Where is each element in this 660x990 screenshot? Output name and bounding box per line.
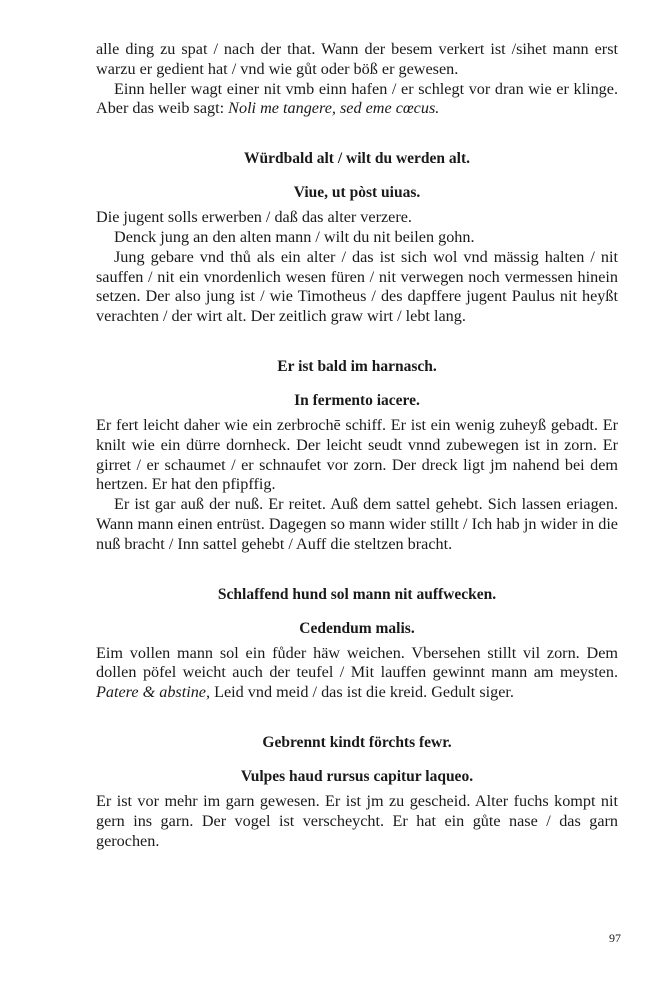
latin-subtitle: Vulpes haud rursus capitur laqueo. xyxy=(240,767,474,785)
paragraph: Denck jung an den alten mann / wilt du nit beilen gohn. xyxy=(114,227,475,246)
section-title: Er ist bald im harnasch. xyxy=(277,357,437,375)
paragraph xyxy=(96,644,618,703)
paragraph-text: Eim vollen mann sol ein fůder häw weichen. Vbersehen stillt vil zorn. Dem dollen pöfel weicht auch der teufel / Mit lauffen gewinnt mann am meysten. xyxy=(96,643,618,682)
text-column xyxy=(96,40,618,851)
paragraph: Die jugent solls erwerben / daß das alter verzere. xyxy=(96,208,412,227)
section-title: Gebrennt kindt förchts fewr. xyxy=(262,733,452,751)
paragraph-text: Einn heller wagt einer nit vmb einn hafen / er schlegt vor dran wie er klinge. Aber das weib sagt: xyxy=(96,79,618,118)
latin-subtitle: Cedendum malis. xyxy=(299,619,415,637)
section-title: Schlaffend hund sol mann nit auffwecken. xyxy=(217,585,497,603)
latin-subtitle: Viue, ut pòst uiuas. xyxy=(293,184,421,202)
latin-quote: Noli me tangere, sed eme cœcus. xyxy=(228,99,440,118)
paragraph-text: Leid vnd meid / das ist die kreid. Gedult siger. xyxy=(210,683,514,702)
intro-paragraph xyxy=(96,80,618,120)
paragraph: Er ist vor mehr im garn gewesen. Er ist jm zu gescheid. Alter fuchs kompt nit gern ins garn. Der vogel ist verscheycht. Er hat ein gůte nase / das garn gerochen. xyxy=(96,791,618,850)
paragraph: Er fert leicht daher wie ein zerbrochē schiff. Er ist ein wenig zuheyß gebadt. Er knilt wie ein dürre dornheck. Der leicht seudt vnnd zubewegen ist in zorn. Er girret / er schaumet / er schnaufet vor zorn. Der dreck ligt jm nahend bei dem hertzen. Er hat den pfipffig. xyxy=(96,415,618,494)
section-title: Würdbald alt / wilt du werden alt. xyxy=(243,150,471,168)
paragraph: Er ist gar auß der nuß. Er reitet. Auß dem sattel gehebt. Sich lassen eriagen. Wann mann einen entrüst. Dagegen so mann wider stillt / Ich hab jn wider in die nuß bracht / Inn sattel gehebt / Auff die steltzen bracht. xyxy=(96,495,618,553)
paragraph: Jung gebare vnd thů als ein alter / das ist sich wol vnd mässig halten / nit sauffen / nit ein vnordenlich wesen füren / nit verwegen noch vermessen hinein setzen. Der also jung ist / wie Timotheus / des dapffere jugent Paulus nit heyßt verachten / der wirt alt. Der zeitlich graw wirt / lebt lang. xyxy=(96,247,618,326)
page-number: 97 xyxy=(609,931,621,945)
latin-quote: Patere & abstine, xyxy=(96,683,211,702)
intro-paragraph: alle ding zu spat / nach der that. Wann der besem verkert ist /sihet mann erst warzu er gedient hat / vnd wie gůt oder böß er gewesen. xyxy=(96,40,618,78)
latin-subtitle: In fermento iacere. xyxy=(294,391,420,409)
